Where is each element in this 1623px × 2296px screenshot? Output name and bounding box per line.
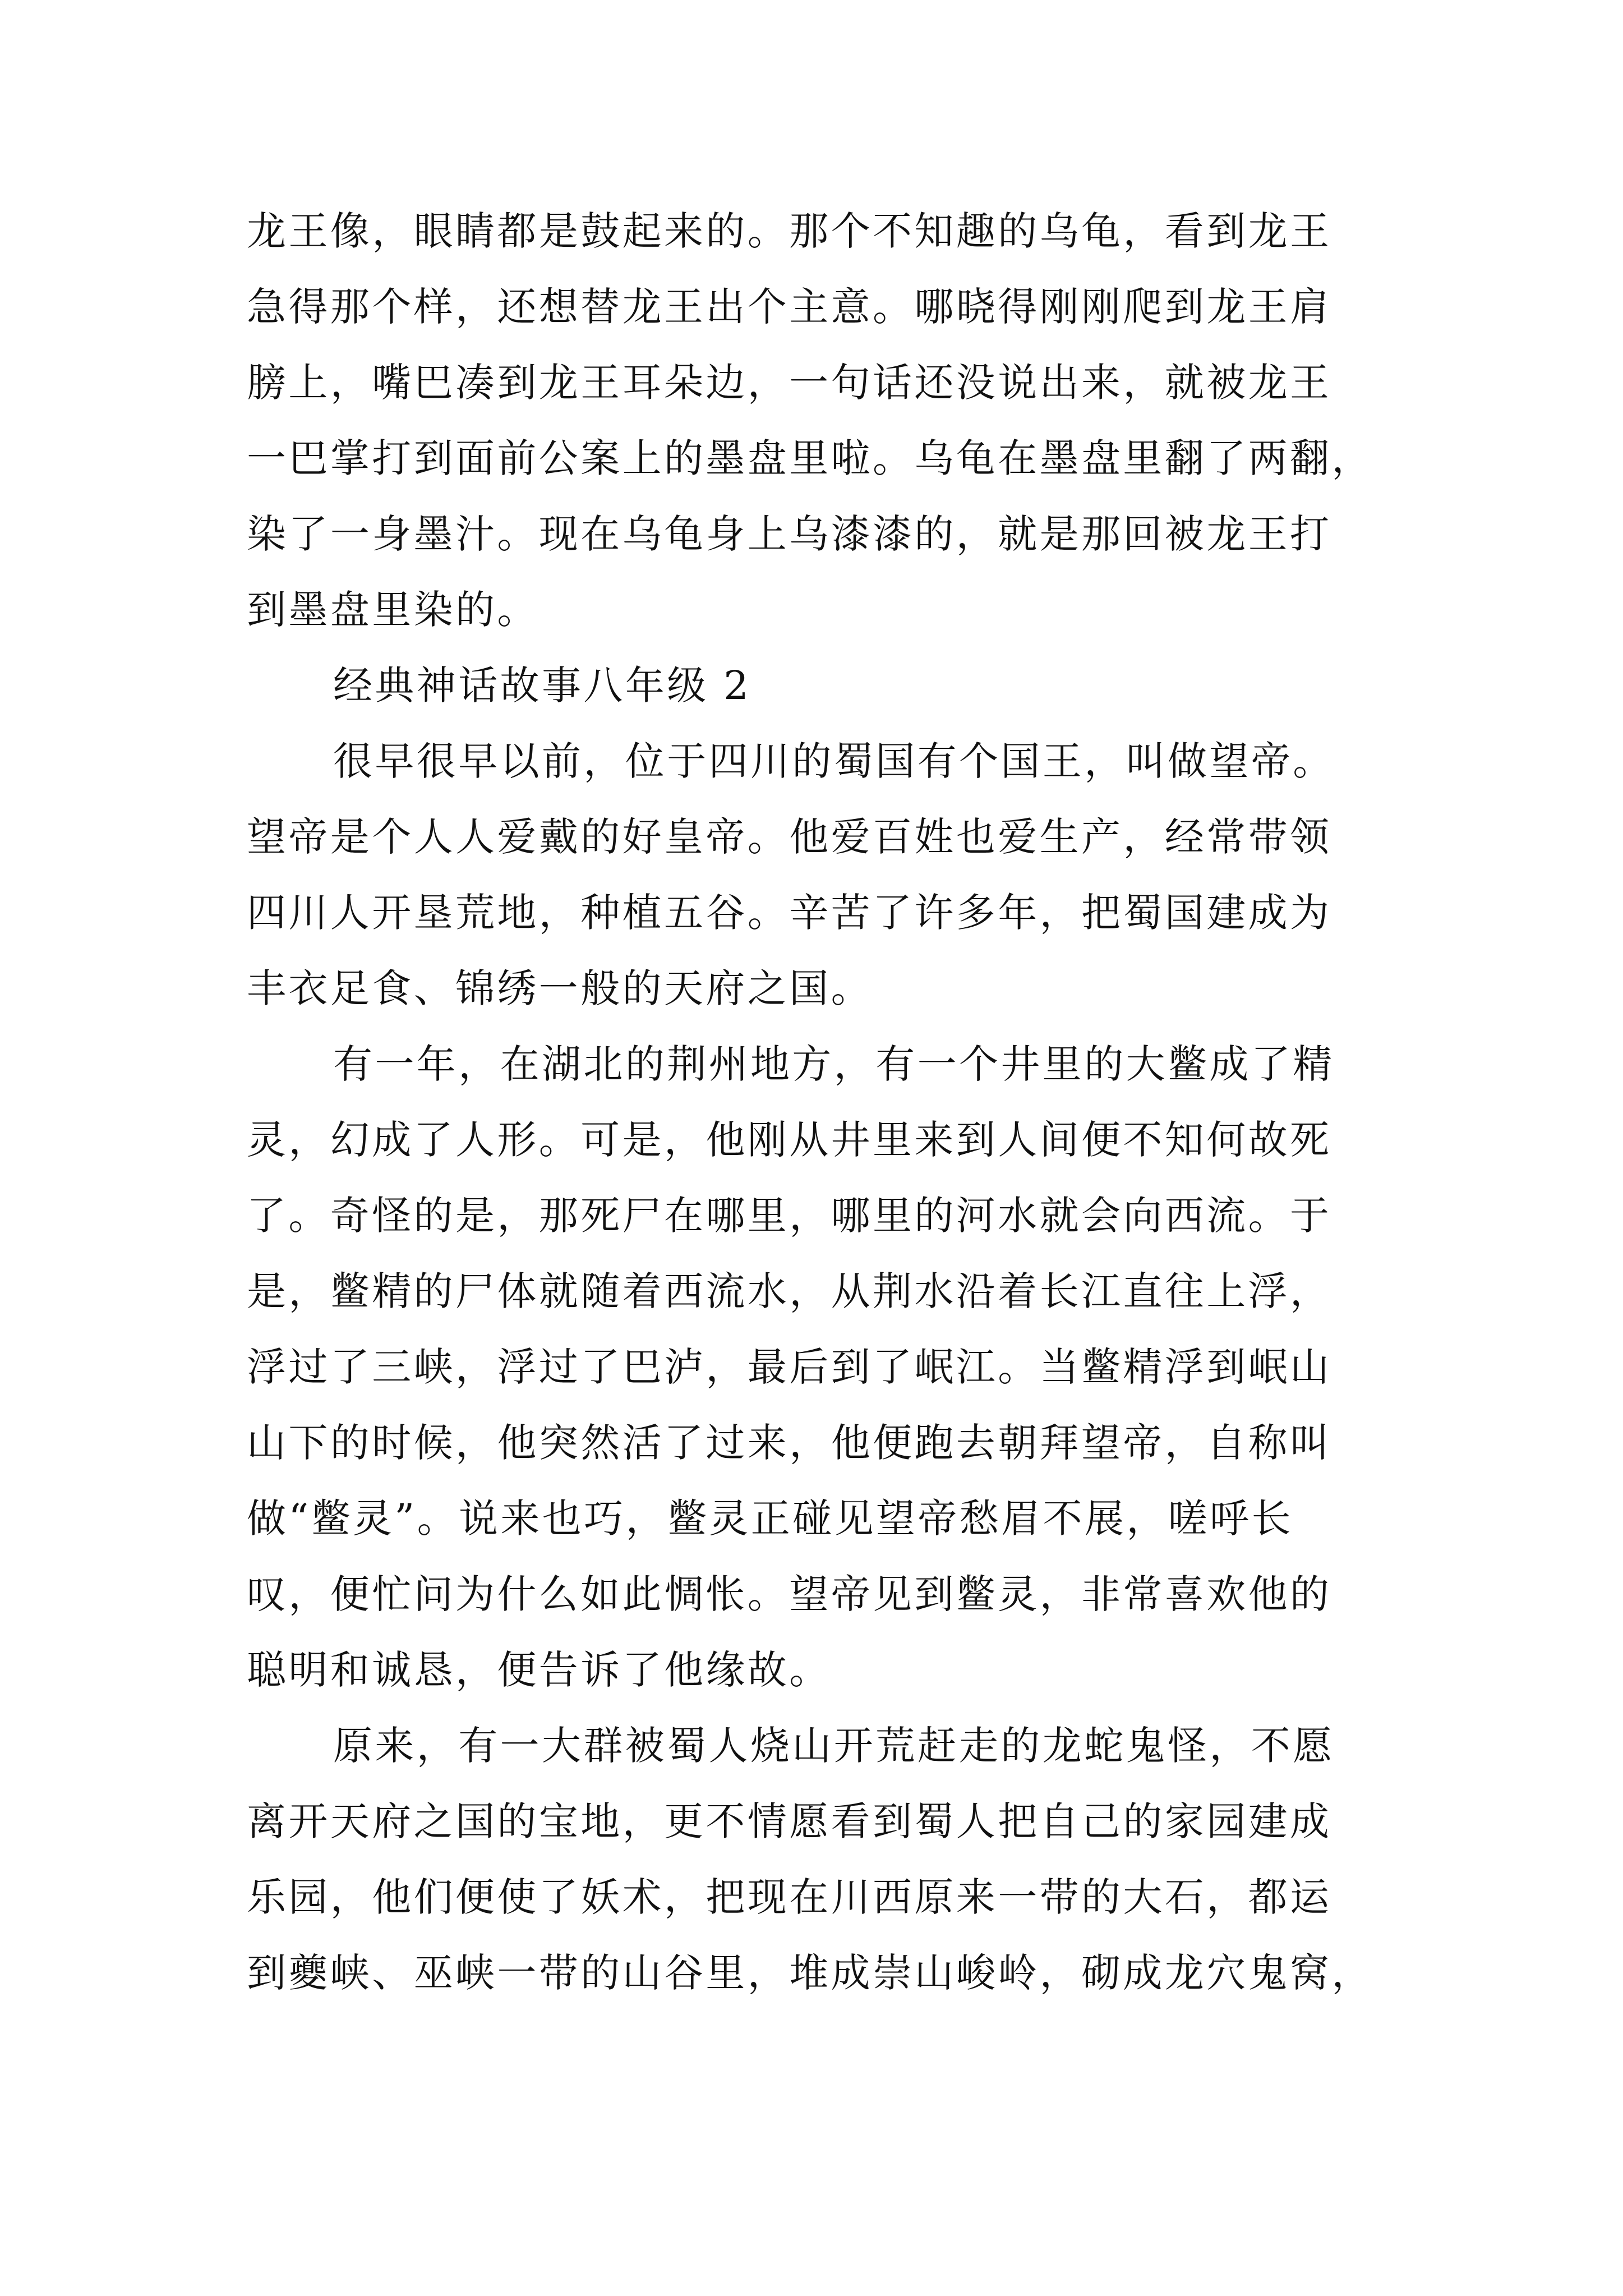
text-line: 聪明和诚恳，便告诉了他缘故。 <box>247 1647 831 1693</box>
text-line: 做“鳖灵”。说来也巧，鳖灵正碰见望帝愁眉不展，嗟呼长 <box>247 1496 1293 1542</box>
text-line: 离开天府之国的宝地，更不情愿看到蜀人把自己的家园建成 <box>247 1798 1332 1844</box>
body-text <box>247 194 1385 2011</box>
text-line: 染了一身墨汁。现在乌龟身上乌漆漆的，就是那回被龙王打 <box>247 511 1332 557</box>
text-line: 山下的时候，他突然活了过来，他便跑去朝拜望帝，自称叫 <box>247 1420 1332 1466</box>
text-line: 急得那个样，还想替龙王出个主意。哪晓得刚刚爬到龙王肩 <box>247 284 1332 330</box>
text-line: 望帝是个人人爱戴的好皇帝。他爱百姓也爱生产，经常带领 <box>247 814 1332 860</box>
text-line: 浮过了三峡，浮过了巴泸，最后到了岷江。当鳖精浮到岷山 <box>247 1344 1332 1390</box>
paragraph-4 <box>247 1708 1385 2011</box>
paragraph-1 <box>247 194 1385 648</box>
paragraph-3 <box>247 1027 1385 1708</box>
text-line: 龙王像，眼睛都是鼓起来的。那个不知趣的乌龟，看到龙王 <box>247 208 1332 254</box>
text-line: 到夔峡、巫峡一带的山谷里，堆成崇山峻岭，砌成龙穴鬼窝， <box>247 1950 1373 1996</box>
text-line: 四川人开垦荒地，种植五谷。辛苦了许多年，把蜀国建成为 <box>247 890 1332 936</box>
section-heading: 经典神话故事八年级 2 <box>333 662 751 708</box>
text-line: 很早很早以前，位于四川的蜀国有个国王，叫做望帝。 <box>333 738 1335 784</box>
text-line: 乐园，他们便使了妖术，把现在川西原来一带的大石，都运 <box>247 1874 1332 1920</box>
text-line: 有一年，在湖北的荆州地方，有一个井里的大鳖成了精 <box>333 1041 1335 1087</box>
text-line: 叹，便忙问为什么如此惆怅。望帝见到鳖灵，非常喜欢他的 <box>247 1571 1332 1617</box>
text-line: 一巴掌打到面前公案上的墨盘里啦。乌龟在墨盘里翻了两翻， <box>247 435 1373 481</box>
text-line: 了。奇怪的是，那死尸在哪里，哪里的河水就会向西流。于 <box>247 1193 1332 1239</box>
text-line: 原来，有一大群被蜀人烧山开荒赶走的龙蛇鬼怪，不愿 <box>333 1723 1335 1769</box>
text-line: 是，鳖精的尸体就随着西流水，从荆水沿着长江直往上浮， <box>247 1268 1332 1314</box>
text-line: 膀上，嘴巴凑到龙王耳朵边，一句话还没说出来，就被龙王 <box>247 360 1332 406</box>
text-line: 丰衣足食、锦绣一般的天府之国。 <box>247 965 873 1011</box>
text-line: 到墨盘里染的。 <box>247 587 539 633</box>
paragraph-2 <box>247 724 1385 1027</box>
text-line: 灵，幻成了人形。可是，他刚从井里来到人间便不知何故死 <box>247 1117 1332 1163</box>
